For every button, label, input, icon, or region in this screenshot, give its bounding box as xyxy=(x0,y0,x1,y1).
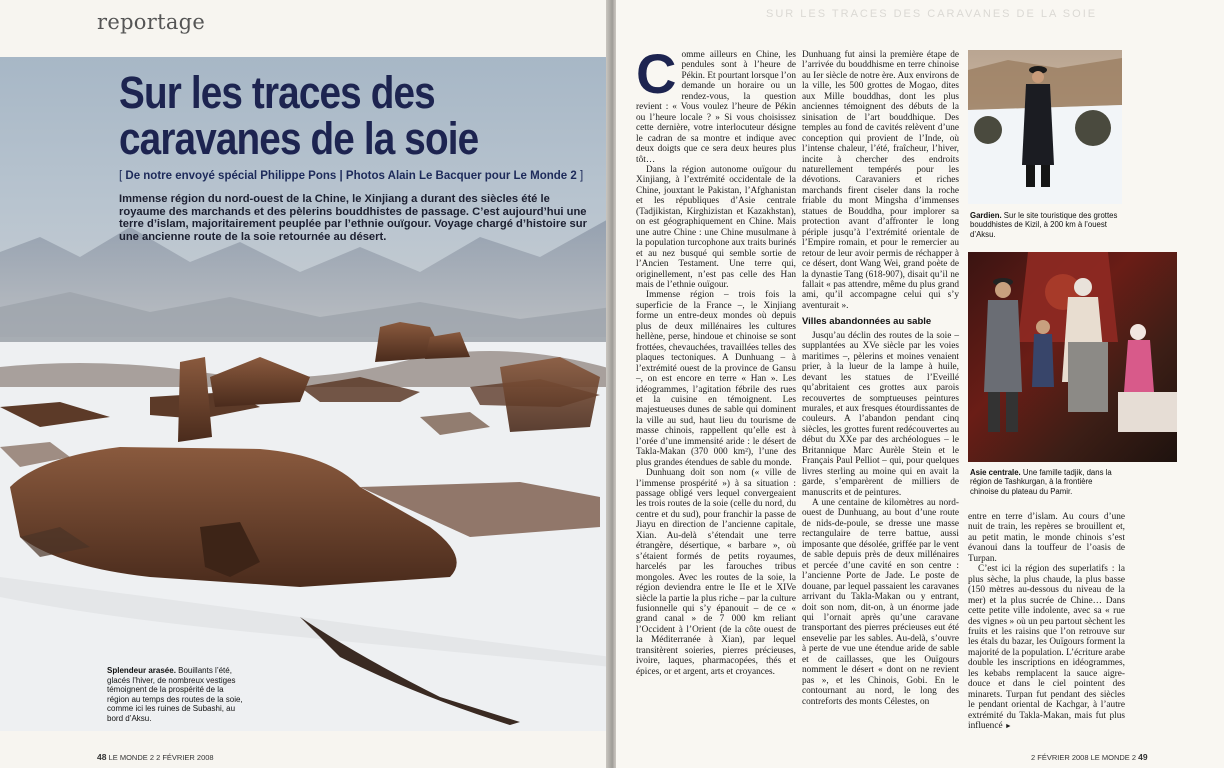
paragraph: Dans la région autonome ouïgour du Xinjiang, à l’extrémité occidentale de la Chine, jouxtant le Pakistan, l’Afghanistan et les républiques d’Asie centrale (Tadjikistan, Kirghizistan et Kazakhstan), on est géographiquement en Chine. Mais une autre Chine : une Chine musulmane à la population turcophone aux traits burinés et au nez busqué qui semble sortie de l’Ancien Testament. Une terre qui, originellement, n’est pas celle des Han mais de l’ethnie ouïgour. xyxy=(636,164,796,290)
byline xyxy=(119,170,583,182)
continue-arrow: ► xyxy=(1004,722,1012,731)
page-number: 48 xyxy=(97,752,107,762)
paragraph: Comme ailleurs en Chine, les pendules sont à l’heure de Pékin. Et pourtant lorsque l’on demande un horaire ou un rendez-vous, la question revient : « Vous voulez l’heure de Pékin ou l’heure locale ? » Si vous choisissez cette dernière, votre interlocuteur désigne le cadran de sa montre et indique avec deux doigts que ce sera deux heures plus tôt… xyxy=(636,42,796,165)
paragraph: Immense région – trois fois la superficie de la France –, le Xinjiang forme un entre-deux mondes où depuis plus de deux millénaires les cultures hellène, perse, hindoue et chinoise se sont frottées, chevauchées, travaillées telles des plaques tectoniques. A Dunhuang – à l’extrémité ouest de la province de Gansu –, on est encore en terre « Han ». Les idéogrammes, l’agitation fébrile des rues et la cuisine en témoignent. Les majestueuses dunes de sable qui dominent la ville au sud, haut lieu du tourisme de masse chinois, rappellent qu’elle est à l’orée d’une immensité aride : le désert de Takla-Makan (370 000 km²), l’une des plus grandes étendues de sable du monde. xyxy=(636,290,796,468)
page-number: 49 xyxy=(1138,752,1148,762)
text-column-2 xyxy=(802,50,959,707)
caption-title: Gardien. xyxy=(970,211,1002,220)
show-through-text: SUR LES TRACES DES CARAVANES DE LA SOIE xyxy=(766,8,1098,20)
caption-text: Une famille tadjik, dans la région de Tashkurgan, à la frontière chinoise du plateau du Pamir. xyxy=(970,468,1112,496)
family-photo xyxy=(968,252,1177,462)
byline-close-bracket: ] xyxy=(576,170,584,182)
folio-text: LE MONDE 2 2 FÉVRIER 2008 xyxy=(108,753,214,762)
folio-text: 2 FÉVRIER 2008 LE MONDE 2 xyxy=(1031,753,1137,762)
main-photo-caption xyxy=(107,666,247,723)
guardian-photo xyxy=(968,50,1122,204)
left-folio xyxy=(97,752,214,762)
caption-title: Asie centrale. xyxy=(970,468,1021,477)
caption-text: Bouillants l’été, glacés l’hiver, de nombreux vestiges témoignent de la prospérité de la région au temps des routes de la soie, comme ici les ruines de Subashi, au bord d’Aksu. xyxy=(107,666,243,723)
paragraph: entre en terre d’islam. Au cours d’une nuit de train, les repères se brouillent et, au petit matin, le monde chinois s’est évanoui dans la touffeur de l’oasis de Turpan. xyxy=(968,512,1125,564)
headline-line-1: Sur les traces des xyxy=(119,67,435,118)
paragraph: Jusqu’au déclin des routes de la soie – supplantées au XVe siècle par les voies maritimes –, pèlerins et moines venaient prier, à la lueur de la lampe à huile, devant les statues de l’Eveillé qu’abritaient ces grottes aux parois recouvertes de somptueuses peintures murales, et aux fresques étourdissantes de couleurs. A l’abandon pendant cinq siècles, les grottes furent redécouvertes au début du XXe par des archéologues – le Britannique Marc Aurèle Stein et le Français Paul Pelliot – qui, pour quelques livres sterling au moine qui en avait la garde, s’emparèrent de milliers de manuscrits et de peintures. xyxy=(802,330,959,498)
caption-text: Sur le site touristique des grottes bouddhistes de Kizil, à 200 km à l’ouest d’Aksu. xyxy=(970,211,1118,239)
section-rubric: reportage xyxy=(97,10,206,34)
right-folio xyxy=(1031,752,1148,762)
text-column-3 xyxy=(968,512,1125,732)
text-column-1 xyxy=(636,42,796,677)
caption-title: Splendeur arasée. xyxy=(107,666,176,675)
article-lead: Immense région du nord-ouest de la Chine, le Xinjiang a durant des siècles été le royaume des marchands et des pèlerins bouddhistes de passage. C’est aujourd’hui une terre d’islam, majoritairement peuplée par l’ethnie ouïgour. Voyage chargé d’histoire sur une ancienne route de la soie retournée au désert. xyxy=(119,193,587,243)
paragraph: C’est ici la région des superlatifs : la plus sèche, la plus chaude, la plus basse (150 mètres au-dessous du niveau de la mer) et la plus sucrée de Chine… Dans cette petite ville indolente, avec sa « rue des vignes » où un peu partout sèchent les fruits et les raisins que l’on retrouve sur les étals du bazar, les Ouïgours forment la majorité de la population. L’écriture arabe double les inscriptions en idéogrammes, les kebabs remplacent la sauce aigre-douce et dans le ciel pointent des minarets. Turpan fut pendant des siècles le pendant oriental de Kachgar, à l’autre extrémité du Takla-Makan, mais fut plus influencé ► xyxy=(968,564,1125,732)
paragraph: A une centaine de kilomètres au nord-ouest de Dunhuang, au bout d’une route de nids-de-poule, se dresse une masse rectangulaire de terre battue, aussi imposante que désolée, griffée par le vent de sable depuis près de deux millénaires et percée d’une cavité en son centre : l’ancienne Porte de Jade. Le poste de douane, par lequel passaient les caravanes arrivant du Takla-Makan ou y entrant, doit son nom, dit-on, à un énorme jade qui l’ornait après qu’une caravane transportant des pierres précieuses eut été ensevelie par les sables. Au-delà, s’ouvre à perte de vue une étendue aride de sable et de caillasses, que les Ouïgours nomment le désert « dont on ne revient pas », et les Chinois, Gobi. En le contournant au nord, le long des contreforts des monts Célestes, on xyxy=(802,498,959,707)
byline-open-bracket: [ xyxy=(119,170,126,182)
paragraph: Dunhuang fut ainsi la première étape de l’arrivée du bouddhisme en terre chinoise au Ier siècle de notre ère. Aux environs de la ville, les 500 grottes de Mogao, dites aux Mille bouddhas, dont les plus anciennes témoignent des débuts de la sinisation de l’art bouddhique. Des temples au fond de cavités relèvent d’une conception qui provient de l’Inde, où l’intense chaleur, l’été, fraîcheur, l’hiver, incite à chercher des endroits naturellement tempérés pour les dévotions. Caravaniers et riches marchands firent ciseler dans la roche friable du mont Mingsha d’immenses statues de Bouddha, pour implorer sa protection avant d’affronter le long périple jusqu’à l’extrémité orientale de l’Empire romain, et pour le remercier au retour de leur avoir permis de réchapper à ce désert, dont Wang Wei, grand poète de la dynastie Tang (618-907), disait qu’il ne fallait « pas attendre, même du plus grand ami, qu’il accompagne celui qui s’y aventurait ». xyxy=(802,50,959,311)
byline-text: De notre envoyé spécial Philippe Pons | Photos Alain Le Bacquer pour Le Monde 2 xyxy=(125,170,577,182)
dropcap: C xyxy=(636,42,677,105)
article-headline xyxy=(119,67,523,164)
right-page xyxy=(616,0,1224,768)
paragraph: Dunhuang doit son nom (« ville de l’immense prospérité ») à sa situation : passage obligé vers lequel convergeaient les trois routes de la soie (celle du nord, du centre et du sud), pour franchir la passe de Jiayu en direction de l’ancienne capitale, Xian. Au-delà s’étendait une terre étrangère, désertique, « barbare », où s’étaient formés de petits royaumes, harcelés par les farouches tribus mongoles. Avec les routes de la soie, la région deviendra entre le IIe et le XIVe siècle la partie la plus riche – par la culture fusionnelle qui s’y épanouit – de ce « grand canal » de 7 000 km reliant l’Occident à l’Orient (de la côte ouest de la Méditerranée à Xian), par lequel transitèrent soieries, pierres précieuses, ivoire, laques, pharmacopées, thés et épices, or et argent, arts et croyances. xyxy=(636,468,796,677)
guardian-caption xyxy=(970,211,1120,239)
section-subhead: Villes abandonnées au sable xyxy=(802,316,932,328)
headline-line-2: caravanes de la soie xyxy=(119,113,479,164)
family-caption xyxy=(970,468,1120,496)
